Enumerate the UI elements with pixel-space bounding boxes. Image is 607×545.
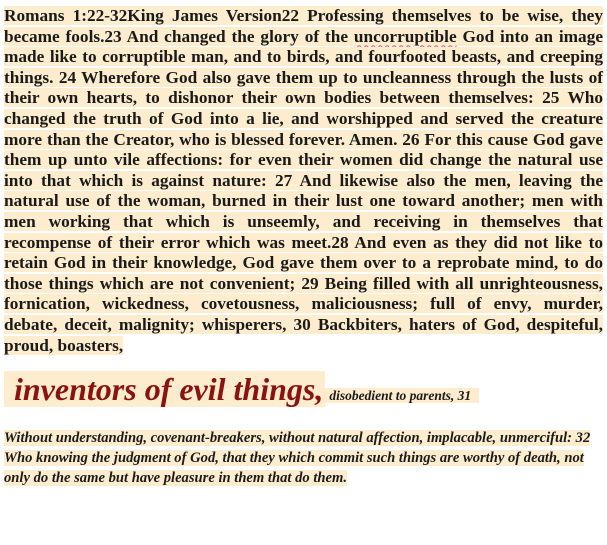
scripture-passage — [4, 6, 603, 488]
verses-23-30-text: God into an image made like to corruptible man, and to birds, and fourfooted beasts, and creeping things. 24 Wherefore God also gave them up to uncleanness through the lusts of their own hearts, to dishonor their own bodies between themselves: 25 Who changed the truth of God into a lie, and worshipped and served the creature more than the Creator, who is blessed forever. Amen. 26 For this cause God gave them up unto vile affections: for even their women did change the natural use into that which is against nature: 27 And likewise also the men, leaving the natural use of the woman, burned in their lust one toward another; men with men working that which is unseemly, and receiving in themselves that recompense of their error which was meet.28 And even as they did not like to retain God in their knowledge, God gave them over to a reprobate mind, to do those things which are not convenient; 29 Being filled with all unrighteousness, fornication, wickedness, covetousness, maliciousness; full of envy, murder, debate, deceit, malignity; whisperers, 30 Backbiters, haters of God, despiteful, proud, boasters, — [4, 26, 604, 355]
italic-verse-block — [4, 428, 603, 488]
bold-verse-block — [4, 6, 603, 356]
verses-22-23-text: 22 Professing themselves to be wise, they became fools.23 And changed the glory of the — [4, 6, 603, 46]
version-name: King James Version — [127, 6, 282, 25]
italic-highlighted-run: Without understanding, covenant-breakers, without natural affection, implacable, unmerciful: 32 Who knowing the judgment of God, that they which commit such things are worthy of death, not only do the same but have pleasure in them that do them. — [4, 430, 591, 487]
emphasis-line — [4, 366, 603, 412]
passage-heading: Romans 1:22-32 — [4, 6, 128, 25]
spellcheck-flagged-word[interactable]: uncorruptible — [353, 26, 457, 46]
emphasis-phrase: inventors of evil things, — [4, 371, 325, 407]
emphasis-tail: disobedient to parents, 31 — [325, 388, 479, 403]
highlighted-run — [4, 6, 603, 355]
